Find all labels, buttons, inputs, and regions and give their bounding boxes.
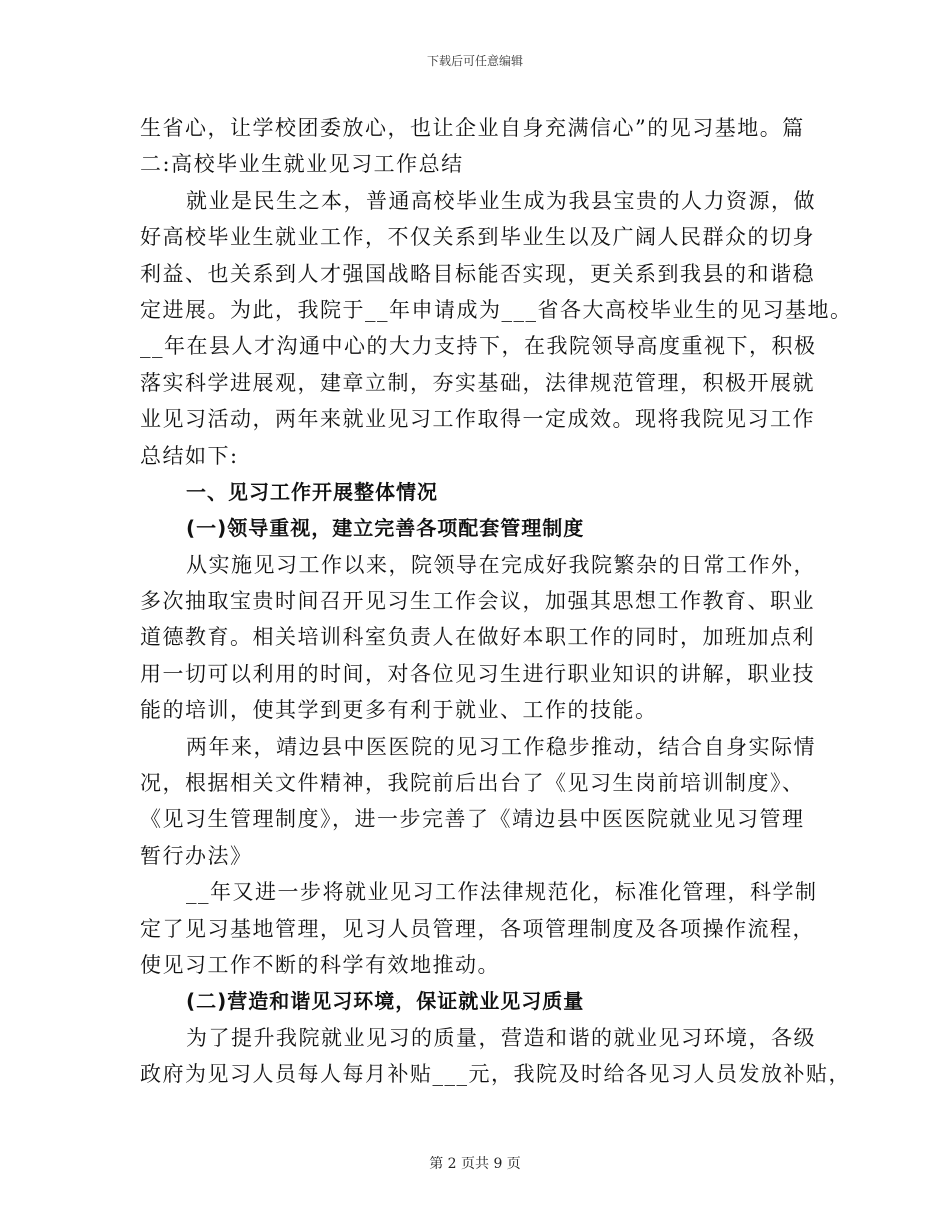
paragraph-line: __年又进一步将就业见习工作法律规范化，标准化管理，科学制 bbox=[186, 880, 818, 905]
paragraph-line: 定进展。为此，我院于__年申请成为___省各大高校毕业生的见习基地。 bbox=[140, 297, 853, 322]
paragraph-line: 业见习活动，两年来就业见习工作取得一定成效。现将我院见习工作 bbox=[140, 407, 815, 432]
page-header: 下载后可任意编辑 bbox=[426, 54, 523, 68]
paragraph-line: 总结如下: bbox=[140, 443, 239, 468]
paragraph-line: 利益、也关系到人才强国战略目标能否实现，更关系到我县的和谐稳 bbox=[140, 261, 815, 286]
paragraph-line: 就业是民生之本，普通高校毕业生成为我县宝贵的人力资源，做 bbox=[186, 188, 816, 213]
paragraph-line: 为了提升我院就业见习的质量，营造和谐的就业见习环境，各级 bbox=[186, 1025, 816, 1050]
paragraph-line: __年在县人才沟通中心的大力支持下，在我院领导高度重视下，积极 bbox=[140, 334, 817, 359]
paragraph-line: 能的培训，使其学到更多有利于就业、工作的技能。 bbox=[140, 698, 658, 723]
paragraph-line: 用一切可以利用的时间，对各位见习生进行职业知识的讲解，职业技 bbox=[140, 661, 815, 686]
paragraph-line: 二:高校毕业生就业见习工作总结 bbox=[140, 152, 464, 177]
section-heading: (二)营造和谐见习环境，保证就业见习质量 bbox=[186, 989, 585, 1014]
paragraph-line: 道德教育。相关培训科室负责人在做好本职工作的同时，加班加点利 bbox=[140, 625, 815, 650]
paragraph-line: 从实施见习工作以来，院领导在完成好我院繁杂的日常工作外， bbox=[186, 552, 816, 577]
paragraph-line: 政府为见习人员每人每月补贴___元，我院及时给各见习人员发放补贴， bbox=[140, 1062, 851, 1087]
section-heading: 一、见习工作开展整体情况 bbox=[186, 479, 438, 504]
paragraph-line: 暂行办法》 bbox=[140, 843, 253, 868]
paragraph-line: 使见习工作不断的科学有效地推动。 bbox=[140, 952, 500, 977]
paragraph-line: 两年来，靖边县中医医院的见习工作稳步推动，结合自身实际情 bbox=[186, 734, 816, 759]
page-number-footer: 第 2 页共 9 页 bbox=[429, 1156, 521, 1172]
section-heading: (一)领导重视，建立完善各项配套管理制度 bbox=[186, 516, 585, 541]
paragraph-line: 好高校毕业生就业工作，不仅关系到毕业生以及广阔人民群众的切身 bbox=[140, 225, 815, 250]
paragraph-line: 多次抽取宝贵时间召开见习生工作会议，加强其思想工作教育、职业 bbox=[140, 589, 815, 614]
paragraph-line: 况，根据相关文件精神，我院前后出台了《见习生岗前培训制度》、 bbox=[140, 771, 805, 796]
paragraph-line: 《见习生管理制度》，进一步完善了《靖边县中医医院就业见习管理 bbox=[140, 807, 805, 832]
paragraph-line: 定了见习基地管理，见习人员管理，各项管理制度及各项操作流程， bbox=[140, 916, 815, 941]
paragraph-line: 落实科学进展观，建章立制，夯实基础，法律规范管理，积极开展就 bbox=[140, 370, 815, 395]
paragraph-line: 生省心，让学校团委放心，也让企业自身充满信心”的见习基地。篇 bbox=[140, 116, 805, 140]
document-body bbox=[140, 110, 853, 1093]
